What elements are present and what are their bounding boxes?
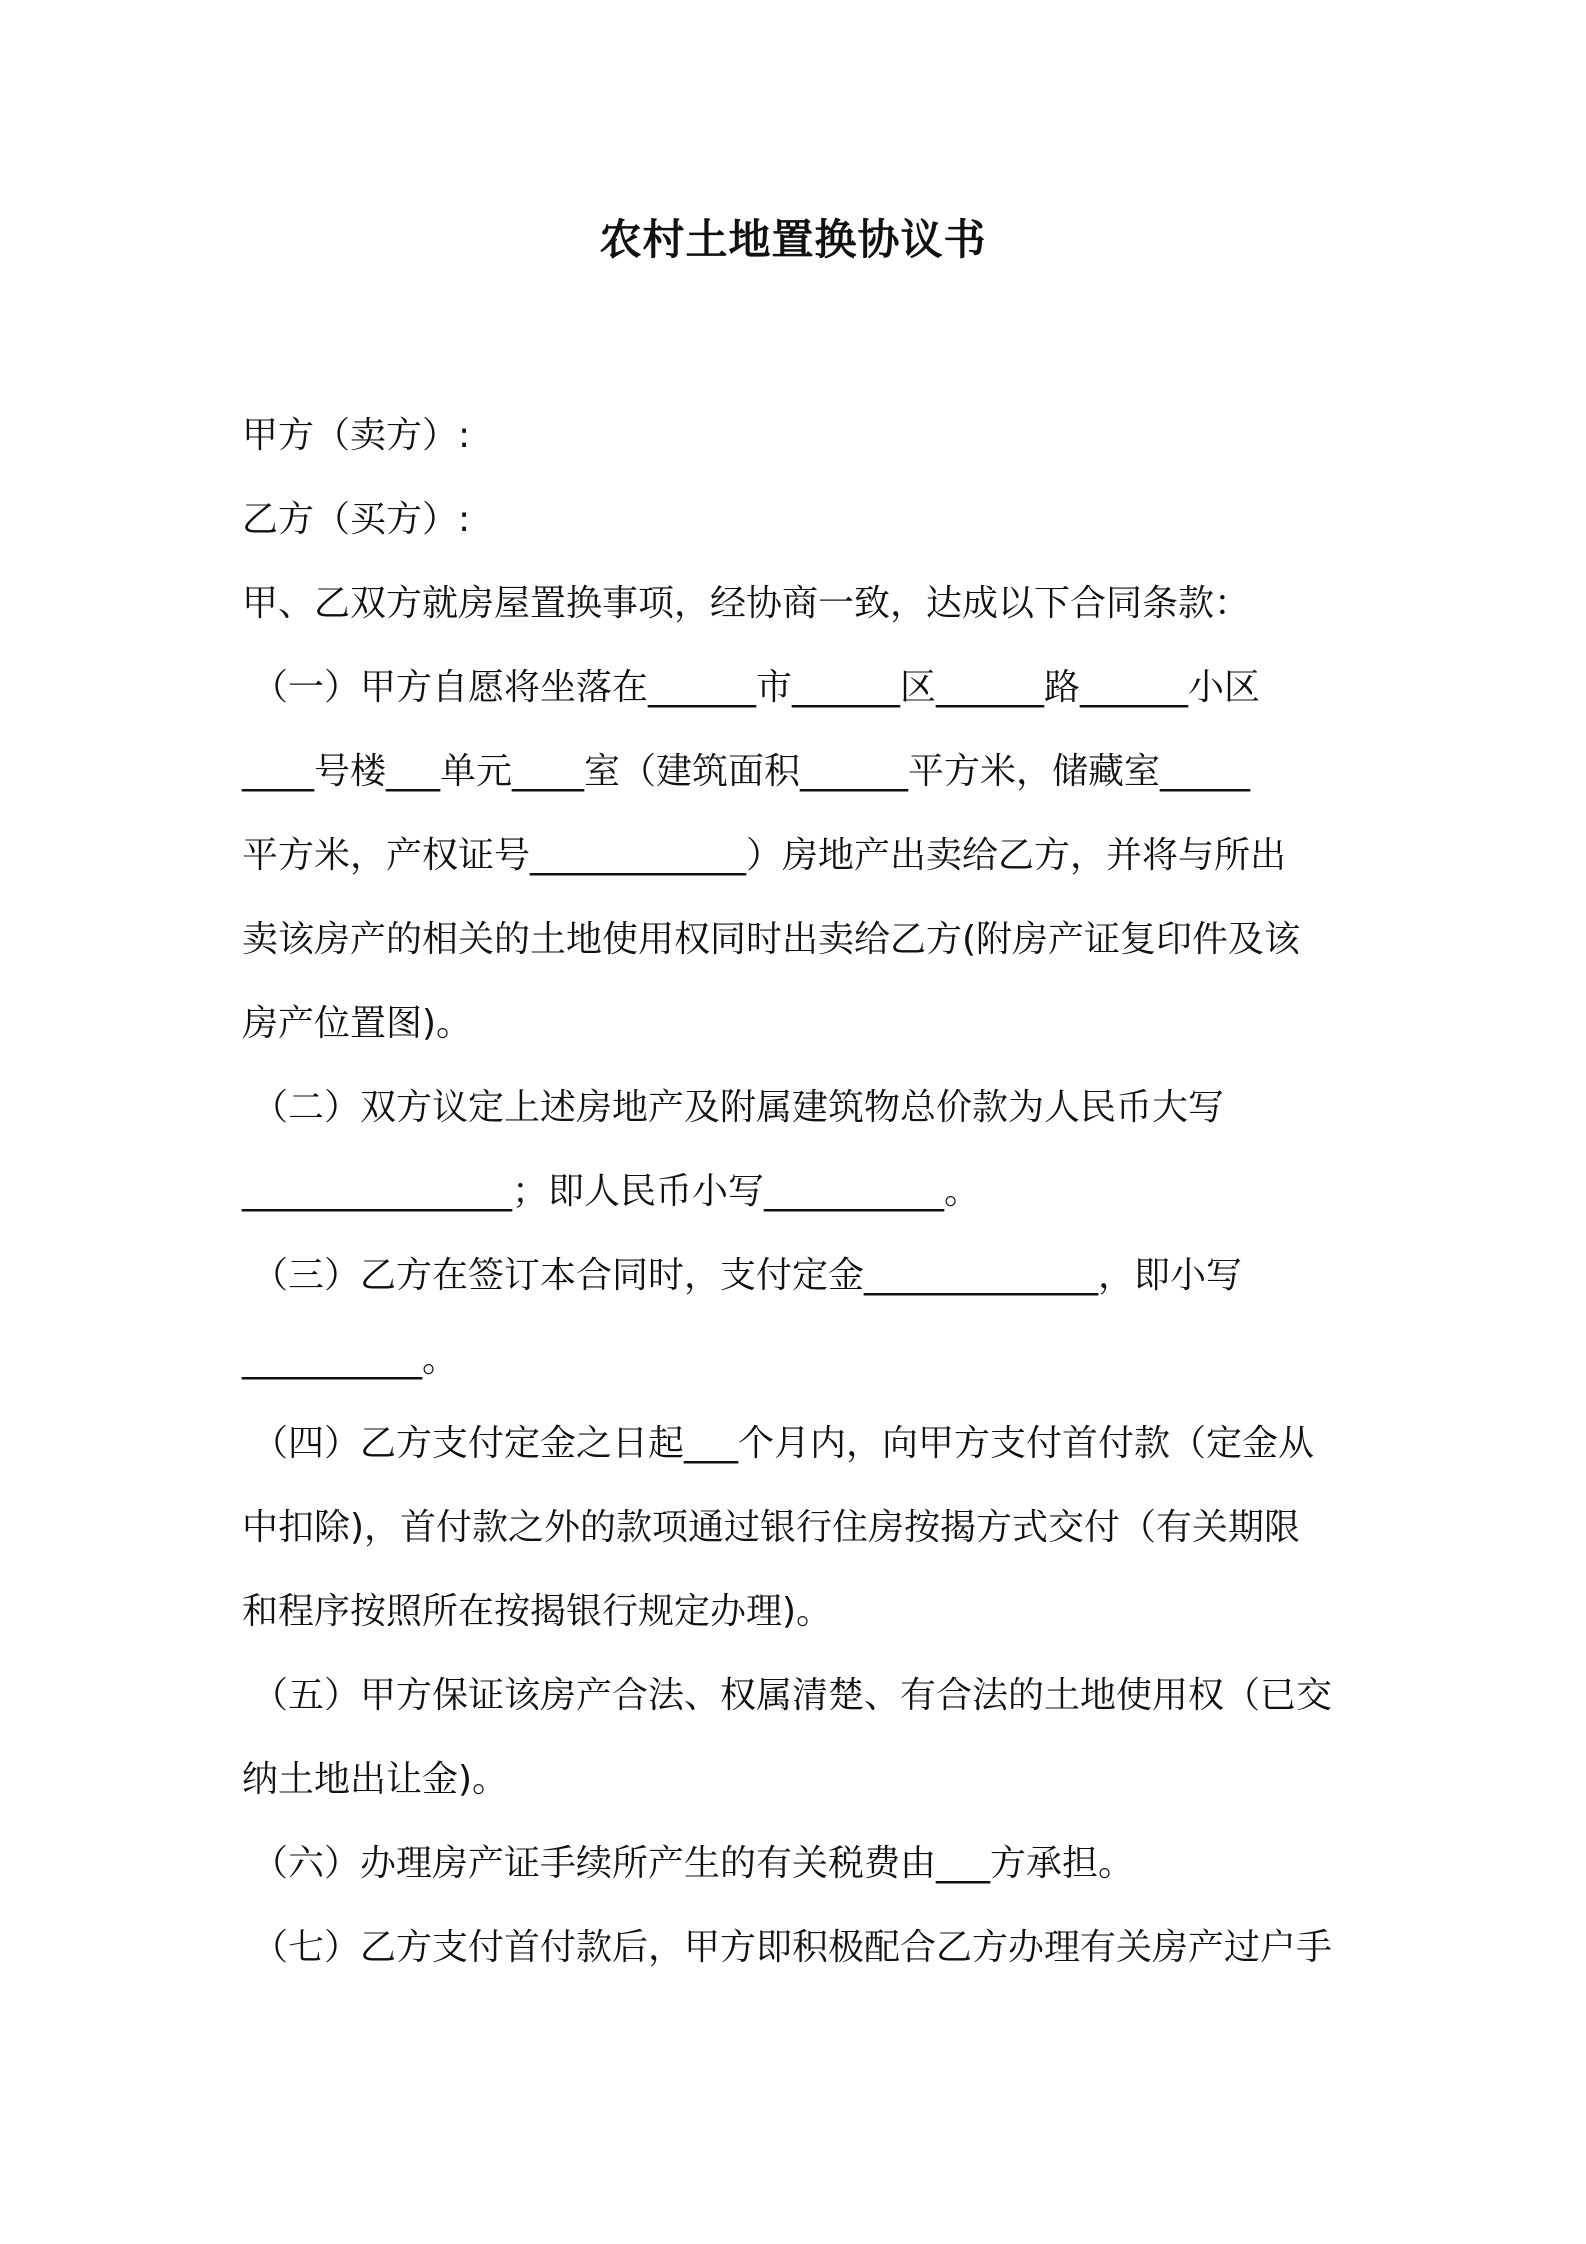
clause-1-line-2: ____号楼___单元____室（建筑面积______平方米，储藏室_____ [242, 751, 1251, 792]
clause-5-line-2: 纳土地出让金)。 [242, 1759, 509, 1800]
intro-line: 甲、乙双方就房屋置换事项，经协商一致，达成以下合同条款： [242, 583, 1251, 624]
clause-2-line-2: _______________；即人民币小写__________。 [242, 1171, 981, 1212]
clause-3-line-2: __________。 [242, 1339, 459, 1380]
clause-1-line-1: （一）甲方自愿将坐落在______市______区______路______小区 [252, 667, 1261, 708]
clause-5-line-1: （五）甲方保证该房产合法、权属清楚、有合法的土地使用权（已交 [252, 1675, 1333, 1716]
clause-4-line-3: 和程序按照所在按揭银行规定办理)。 [242, 1591, 833, 1632]
clause-4-line-2: 中扣除)，首付款之外的款项通过银行住房按揭方式交付（有关期限 [242, 1507, 1301, 1548]
party-b-line: 乙方（买方）: [242, 499, 471, 540]
clause-1-line-4: 卖该房产的相关的土地使用权同时出卖给乙方(附房产证复印件及该 [242, 919, 1301, 960]
clause-6-line-1: （六）办理房产证手续所产生的有关税费由___方承担。 [252, 1843, 1135, 1884]
clause-1-line-5: 房产位置图)。 [242, 1003, 473, 1044]
party-a-line: 甲方（卖方）: [242, 415, 471, 456]
clause-4-line-1: （四）乙方支付定金之日起___个月内，向甲方支付首付款（定金从 [252, 1423, 1315, 1464]
clause-1-line-3: 平方米，产权证号____________）房地产出卖给乙方，并将与所出 [242, 835, 1287, 876]
clause-7-line-1: （七）乙方支付首付款后，甲方即积极配合乙方办理有关房产过户手 [252, 1927, 1333, 1968]
document-title: 农村土地置换协议书 [599, 215, 987, 264]
clause-2-line-1: （二）双方议定上述房地产及附属建筑物总价款为人民币大写 [252, 1087, 1225, 1128]
clause-3-line-1: （三）乙方在签订本合同时，支付定金_____________，即小写 [252, 1255, 1243, 1296]
